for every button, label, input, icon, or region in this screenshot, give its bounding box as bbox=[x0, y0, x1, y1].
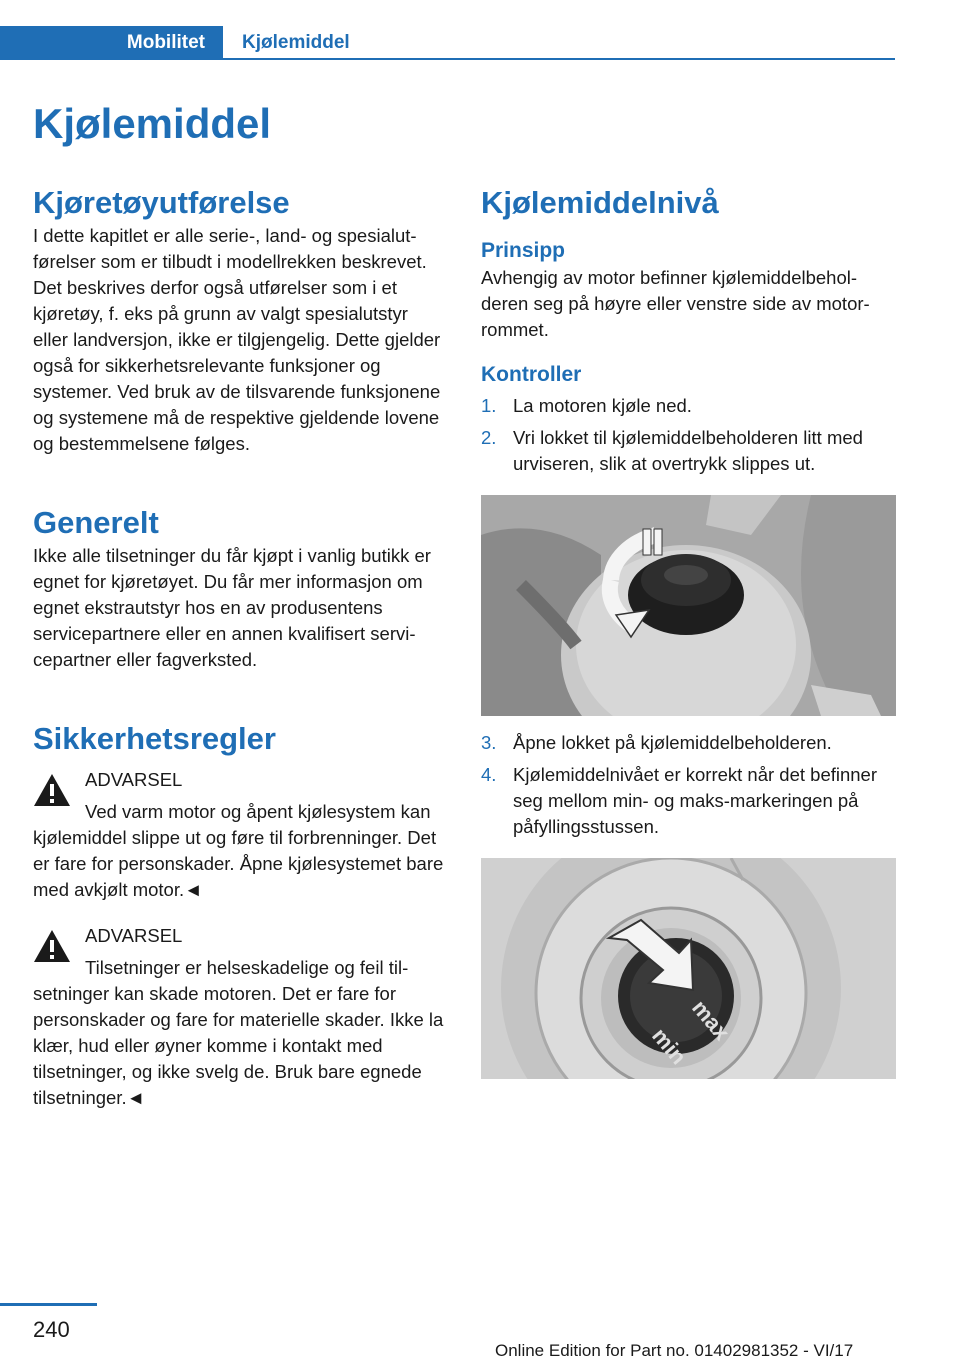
max-mark-label: max bbox=[687, 995, 735, 1045]
page-title: Kjølemiddel bbox=[33, 100, 272, 147]
warning-block bbox=[33, 767, 448, 903]
photo-coolant-tank-cap bbox=[481, 495, 896, 716]
section-heading-general: Generelt bbox=[33, 505, 159, 540]
page-number: 240 bbox=[33, 1317, 70, 1342]
tab-mobilitet[interactable]: Mobilitet bbox=[0, 26, 223, 60]
right-column bbox=[481, 183, 896, 1079]
tab-kjolemiddel[interactable]: Kjølemiddel bbox=[242, 32, 350, 53]
photo-filler-neck-markings bbox=[481, 858, 896, 1079]
edition-info: Online Edition for Part no. 01402981352 - VI/17 bbox=[495, 1341, 854, 1360]
steps-list-b bbox=[481, 730, 896, 840]
vehicle-version-text: I dette kapitlet er alle serie-, land- og spesialutførelser som er tilbudt i modellrekken beskrevet. Det beskrives derfor også utførelser som i et kjøretøy, f. eks på grunn av valgt spesialutstyr eller landversjon, ikke er tilgjengelig. Dette gjelder også for sikkerhetsrelevante funksjoner og systemer. Ved bruk av de tilsvarende funksjonene og systemene må de respektive gjeldende lovene og bestemmelsene følges. bbox=[33, 225, 441, 454]
subheading-check: Kontroller bbox=[481, 363, 582, 386]
warning-label: ADVARSEL bbox=[85, 769, 183, 790]
warning-block bbox=[33, 923, 448, 1111]
header-tabs bbox=[0, 26, 895, 62]
section-heading-vehicle-version: Kjøretøyutførelse bbox=[33, 185, 290, 220]
list-item: 3. Åpne lokket på kjølemiddelbeholderen. bbox=[481, 732, 832, 753]
warning-triangle-icon bbox=[33, 773, 71, 807]
principle-text: Avhengig av motor befinner kjølemiddelbeholderen seg på høyre eller venstre side av motorrommet. bbox=[481, 267, 870, 340]
subheading-principle: Prinsipp bbox=[481, 239, 566, 262]
footer-line bbox=[0, 1303, 97, 1306]
section-heading-coolant-level: Kjølemiddelnivå bbox=[481, 185, 719, 220]
warning-text: Ved varm motor og åpent kjølesystem kan kjølemiddel slippe ut og føre til forbrenninger. Det er fare for personskader. Åpne kjølesystemet bare med avkjølt motor.◄ bbox=[33, 801, 444, 900]
steps-list-a bbox=[481, 393, 896, 477]
left-column bbox=[33, 183, 448, 1111]
list-item: 4. Kjølemiddelnivået er korrekt når det befinner seg mellom min- og maks-markeringen på påfyllingsstussen. bbox=[481, 764, 878, 837]
list-item: 1. La motoren kjøle ned. bbox=[481, 395, 692, 416]
section-heading-safety: Sikkerhetsregler bbox=[33, 721, 276, 756]
general-text: Ikke alle tilsetninger du får kjøpt i vanlig butikk er egnet for kjøretøyet. Du får mer informasjon om egnet ekstrautstyr hos en av produsentens servicepartnere eller en annen kvalifisert servicepartner eller fagverksted. bbox=[33, 545, 431, 670]
warning-triangle-icon bbox=[33, 929, 71, 963]
list-item: 2. Vri lokket til kjølemiddelbeholderen litt med urviseren, slik at overtrykk slippes ut. bbox=[481, 427, 863, 474]
warning-text: Tilsetninger er helseskadelige og feil tilsetninger kan skade motoren. Det er fare for personskader og fare for materielle skader. Ikke la klær, hud eller øyner komme i kontakt med tilsetninger, og ikke svelg de. Bruk bare egnede tilsetninger.◄ bbox=[33, 957, 444, 1108]
warning-label: ADVARSEL bbox=[85, 925, 183, 946]
min-mark-label: min bbox=[647, 1023, 692, 1070]
